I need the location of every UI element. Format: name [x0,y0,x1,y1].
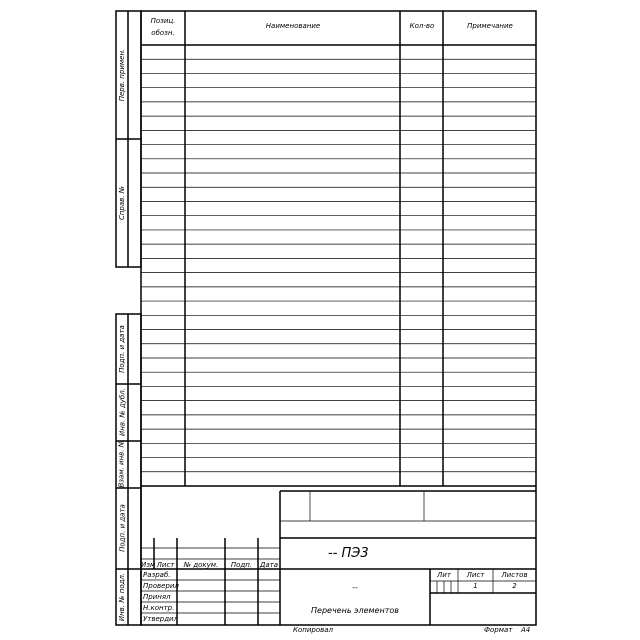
side-label-sign-date-1: Подп. и дата [118,325,126,373]
side-label-sign-date-2: Подп. и дата [118,504,127,552]
document-designation: -- ПЭ3 [328,546,369,561]
sheets-label: Листов [501,571,528,579]
document-name: Перечень элементов [311,606,399,615]
sheet-label: Лист [466,571,485,579]
title-row-approved: Утвердил [143,615,179,623]
spec-row-lines [141,59,536,472]
title-col-doc-no: № докум. [183,561,219,569]
title-col-sign: Подп. [230,561,253,569]
header-position: Позиц. [150,17,176,25]
title-col-date: Дата [259,561,279,569]
lit-label: Лит [437,571,451,579]
side-label-dup-inv-no: Инв. № дубл. [118,388,127,436]
header-designation: обозн. [151,29,175,37]
title-col-change: Изм [141,561,156,569]
title-row-norm-control: Н.контр. [143,604,175,612]
frame-thick-lines [116,11,536,625]
footer-format: Формат [484,626,513,634]
side-label-replaced-inv-no: Взам. инв. № [117,439,126,488]
side-label-reference-no: Справ. № [118,185,126,221]
title-col-sheet: Лист [156,561,175,569]
outer-frame [141,11,536,625]
title-row-approved-by: Принял [143,593,171,601]
side-label-first-use: Перв. примен. [118,48,126,102]
footer-format-value: А4 [521,626,531,634]
header-quantity: Кол-во [409,22,435,30]
header-name: Наименование [265,22,321,30]
footer-copied: Копировал [293,626,333,634]
side-label-orig-inv-no: Инв. № подл. [118,572,126,622]
document-title-dash: -- [352,583,358,592]
title-row-developed: Разраб. [143,571,171,579]
sheet-value: 1 [473,582,478,590]
title-row-checked: Проверил [143,582,179,590]
header-note: Примечание [467,22,513,30]
sheets-value: 2 [512,582,517,590]
frame-thin-lines [141,59,536,613]
